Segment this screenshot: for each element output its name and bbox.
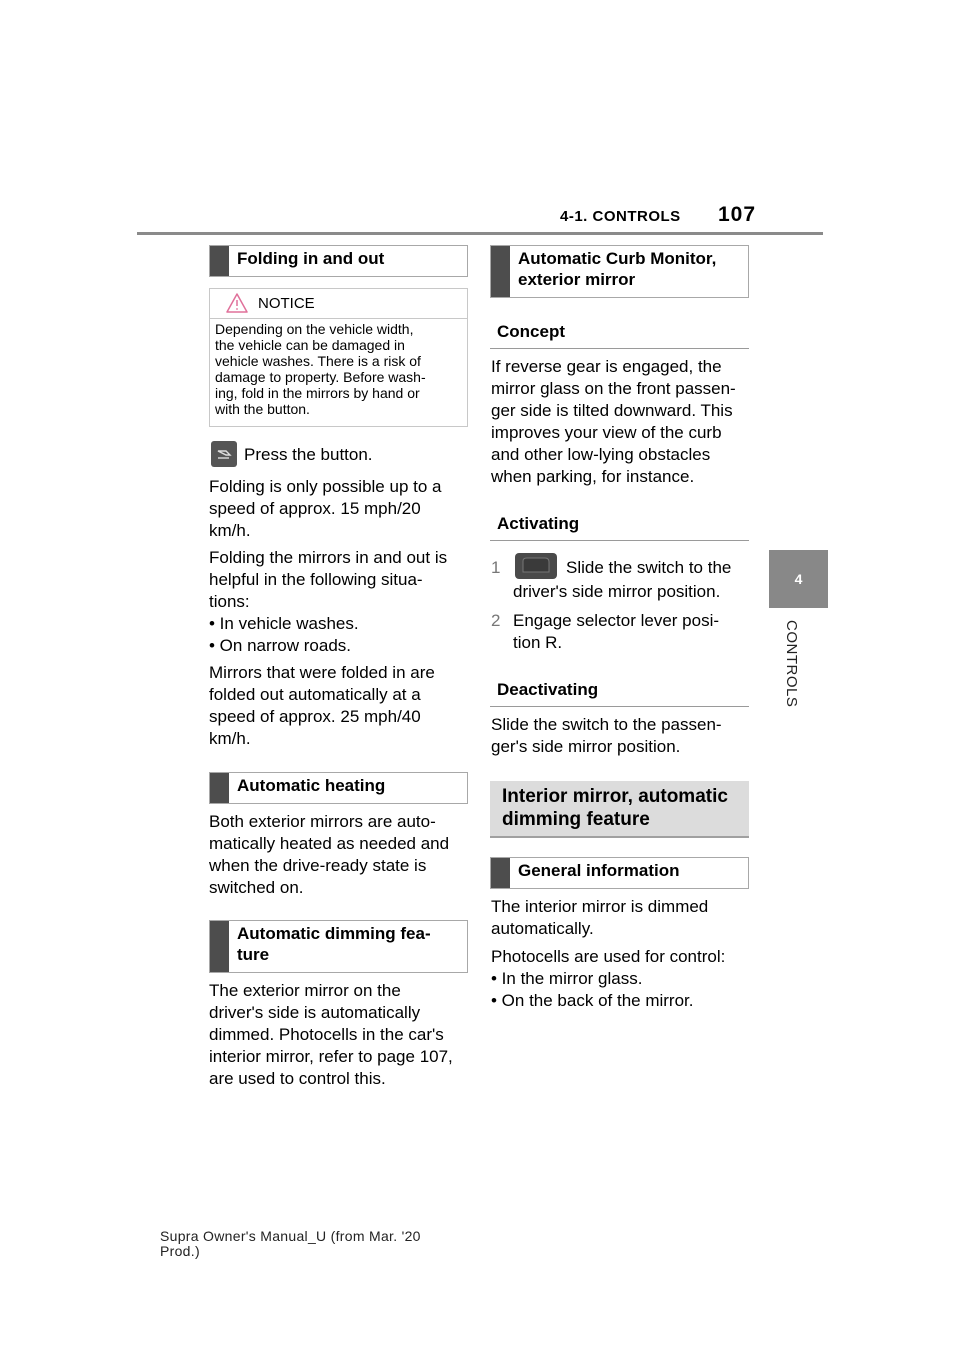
header-rule [137,232,823,235]
list-item: • On narrow roads. [209,636,352,655]
mirror-switch-icon [515,553,557,584]
notice-title: NOTICE [258,295,315,312]
section-title: 4-1. CONTROLS [560,208,681,225]
deactivating-text: Slide the switch to the passen- ger's side mirror position. [491,715,722,756]
notice-header [210,289,467,319]
heading-curb-monitor: Automatic Curb Monitor, exterior mirror [490,245,749,298]
list-item: • In the mirror glass. [491,969,643,988]
step2-text: Engage selector lever posi- tion R. [513,611,720,652]
fold-out-text: Mirrors that were folded in are folded out automatically at a speed of approx. 25 mph/40 km/h. [209,663,435,748]
interior-dimmed-text: The interior mirror is dimmed automatically. [491,897,709,938]
folding-situations-text: Folding the mirrors in and out is helpful in the following situa- tions: • In vehicle washes. • On narrow roads. [209,548,448,655]
chapter-number: 4 [794,571,803,587]
heading-dimming: Automatic dimming fea- ture [209,920,468,973]
heating-text: Both exterior mirrors are auto- matically heated as needed and when the drive-ready state is switched on. [209,812,450,897]
chapter-label: CONTROLS [783,620,800,708]
warning-icon [226,293,248,313]
step-number: 2 [491,611,501,630]
heading-activating: Activating [490,514,749,541]
concept-text: If reverse gear is engaged, the mirror glass on the front passen- ger side is tilted downward. This improves your view of the curb and other low-lying obstacles when parking, for instance. [491,357,736,486]
chapter-tab [769,550,828,608]
mirror-fold-button-icon [211,441,237,472]
heading-deactivating: Deactivating [490,680,749,707]
step-number: 1 [491,558,501,577]
heading-interior-mirror: Interior mirror, automatic dimming feature [490,781,749,838]
heading-folding: Folding in and out [209,245,468,277]
press-button-text: Press the button. [244,445,373,464]
heading-concept: Concept [490,322,749,349]
footer-manual-title: Supra Owner's Manual_U (from Mar. '20 Prod.) [160,1228,421,1259]
page-number: 107 [718,203,757,226]
dimming-text: The exterior mirror on the driver's side is automatically dimmed. Photocells in the car's interior mirror, refer to page 107, are used to control this. [209,981,453,1088]
list-item: • On the back of the mirror. [491,991,694,1010]
photocells-text: Photocells are used for control: • In the mirror glass. • On the back of the mirror. [491,947,726,1010]
notice-box [209,288,468,427]
list-item: • In vehicle washes. [209,614,359,633]
notice-text: Depending on the vehicle width, the vehicle can be damaged in vehicle washes. There is a risk of damage to property. Before wash- ing, fold in the mirrors by hand or with the button. [215,321,426,417]
heading-heating: Automatic heating [209,772,468,804]
heading-general-information: General information [490,857,749,889]
step1-line2: driver's side mirror position. [513,582,721,601]
folding-speed-text: Folding is only possible up to a speed of approx. 15 mph/20 km/h. [209,477,442,540]
step1-line1: Slide the switch to the [566,558,732,577]
